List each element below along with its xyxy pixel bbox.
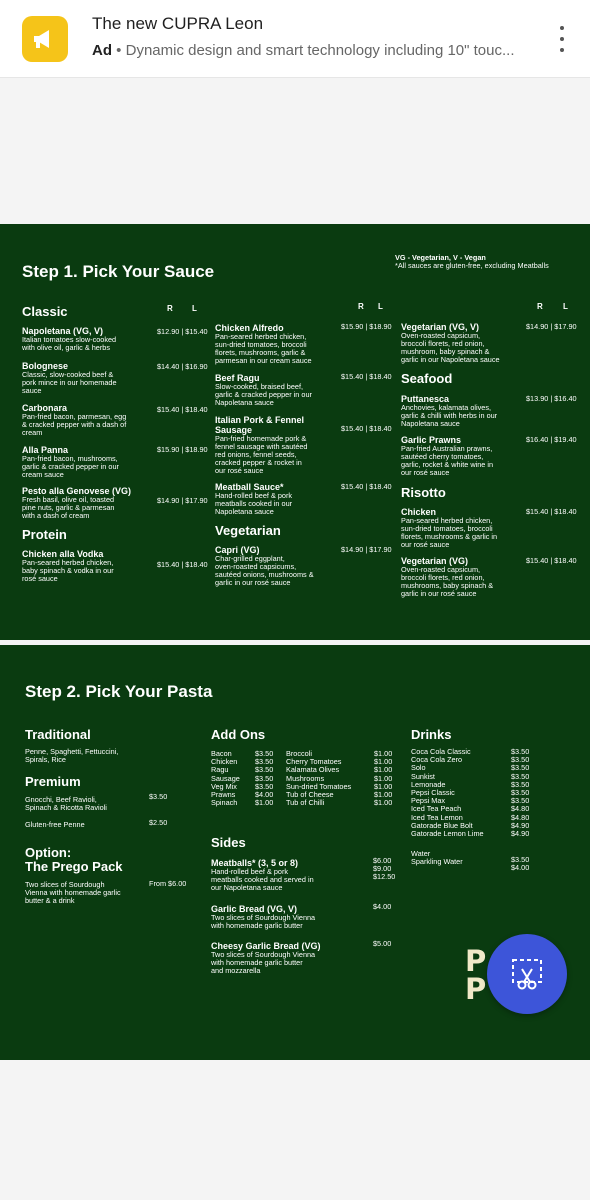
menu-price: $15.40 | $18.40 [526, 507, 577, 516]
menu-price: $16.40 | $19.40 [526, 435, 577, 444]
menu-text: Garlic Prawns [401, 435, 462, 445]
menu-text: Gatorade Blue Bolt [411, 820, 473, 830]
menu-text: garlic & cracked pepper in our [22, 462, 119, 471]
menu-text: with homemade garlic butter [211, 958, 303, 967]
traditional-line: Spirals, Rice [25, 755, 66, 764]
menu-text: Garlic Bread (VG, V) [211, 904, 298, 914]
menu-text: cream [22, 428, 43, 437]
menu-item [211, 858, 371, 892]
menu-text: Napoletana sauce [401, 419, 460, 428]
menu-text: Napoletana sauce [215, 398, 274, 407]
menu-text: Chicken alla Vodka [22, 549, 104, 559]
menu-price: $14.90 | $17.90 [157, 496, 208, 505]
menu-text: garlic, rocket & white wine in [401, 460, 494, 469]
menu-text: $9.00 [373, 864, 392, 874]
menu-text: Classic, slow-cooked beef & [22, 370, 114, 379]
section-seafood: Seafood [401, 371, 453, 386]
section-classic: Classic [22, 304, 68, 319]
menu-text: with homemade garlic butter [211, 921, 303, 930]
menu-text: Mushrooms [286, 773, 325, 783]
menu-text: Cherry Tomatoes [286, 757, 342, 767]
ad-description-line [92, 42, 532, 59]
prego-pack-title: The Prego Pack [25, 859, 123, 874]
menu-text: Veg Mix [211, 781, 237, 791]
menu-text: Broccoli [286, 749, 312, 758]
option-label: Option: [25, 845, 72, 860]
menu-text: Slow-cooked, braised beef, [215, 382, 304, 391]
menu-text: Prawns [211, 790, 236, 800]
menu-text: Coca Cola Zero [411, 755, 463, 765]
screenshot-crop-button[interactable] [487, 934, 567, 1014]
menu-text: Pan-seared herbed chicken, [22, 558, 114, 567]
section-risotto: Risotto [401, 485, 446, 500]
ad-banner[interactable] [0, 0, 590, 78]
menu-text: Carbonara [22, 403, 68, 413]
ad-description: Dynamic design and smart technology including 10" touc... [125, 42, 515, 59]
menu-text: meatballs cooked in our [215, 499, 293, 508]
menu-text: meatballs cooked and served in [211, 875, 314, 884]
list-item [411, 830, 529, 838]
menu-text: $4.90 [511, 829, 530, 839]
list-item [211, 799, 273, 807]
menu-text: $3.50 [255, 749, 274, 758]
menu-text: $1.00 [374, 773, 393, 783]
menu-text: Pepsi Max [411, 796, 446, 806]
menu-item [22, 486, 152, 520]
menu-text: Pepsi Classic [411, 788, 455, 798]
sauce-menu-image [0, 224, 590, 640]
menu-text: $1.00 [374, 781, 393, 791]
section-sides: Sides [211, 835, 246, 850]
menu-text: Pan-seared herbed chicken, [401, 516, 493, 525]
menu-text: Pan-fried homemade pork & [215, 434, 307, 443]
pack-price: From $6.00 [149, 879, 187, 888]
menu-price: $15.40 | $18.40 [341, 372, 392, 381]
menu-text: and mozzarella [211, 966, 261, 975]
menu-text: mushroom, baby spinach & [401, 347, 490, 356]
menu-item [22, 361, 152, 395]
menu-text: Bolognese [22, 361, 69, 371]
step1-title: Step 1. Pick Your Sauce [22, 262, 215, 281]
menu-price: $4.00 [373, 902, 392, 911]
menu-text: with a dash of cream [22, 511, 90, 520]
section-drinks: Drinks [411, 727, 452, 742]
menu-text: $3.50 [511, 788, 530, 798]
menu-text: Meatballs* (3, 5 or 8) [211, 858, 299, 868]
menu-text: $3.50 [511, 763, 530, 773]
menu-item [215, 323, 340, 365]
menu-text: our rosé sauce [401, 540, 450, 549]
menu-item [211, 904, 371, 930]
menu-text: sun-dried tomatoes, broccoli [401, 524, 493, 533]
menu-text: Ragu [211, 765, 229, 775]
menu-text: Meatball Sauce* [215, 482, 284, 492]
menu-item [401, 435, 526, 477]
water-price: $3.50 [511, 855, 530, 864]
traditional-line: Penne, Spaghetti, Fettuccini, [25, 747, 119, 756]
megaphone-icon [22, 16, 68, 62]
menu-text: Tub of Chilli [286, 798, 325, 808]
size-regular-label: R [167, 304, 173, 313]
pack-line: Vienna with homemade garlic [25, 888, 121, 897]
menu-text: broccoli florets, red onion, [401, 339, 485, 348]
menu-text: cracked pepper & rocket in [215, 458, 302, 467]
menu-text: Puttanesca [401, 394, 450, 404]
section-add-ons: Add Ons [211, 727, 266, 742]
drinks-list [411, 748, 529, 838]
section-traditional: Traditional [25, 727, 91, 742]
menu-item [401, 322, 526, 364]
menu-price: $15.90 | $18.90 [341, 322, 392, 331]
menu-text: broccoli florets, red onion, [401, 573, 485, 582]
menu-price: $5.00 [373, 939, 392, 948]
menu-text: Napoletana sauce [215, 507, 274, 516]
menu-price: $12.90 | $15.40 [157, 327, 208, 336]
menu-item [22, 445, 152, 479]
menu-text: Chicken Alfredo [215, 323, 284, 333]
menu-text: $4.80 [511, 804, 530, 814]
menu-text: Gatorade Lemon Lime [411, 829, 484, 839]
menu-text: Cheesy Garlic Bread (VG) [211, 941, 321, 951]
menu-text: garlic in our rosé sauce [215, 578, 291, 587]
premium-price: $3.50 [149, 792, 168, 801]
menu-text: Sun-dried Tomatoes [286, 781, 352, 791]
ad-separator: • [116, 42, 122, 59]
menu-item [22, 326, 152, 352]
menu-text: our Napoletana sauce [211, 883, 283, 892]
more-options-icon[interactable] [552, 26, 572, 52]
menu-price: $14.90 | $17.90 [341, 545, 392, 554]
menu-text: pine nuts, garlic & parmesan [22, 503, 115, 512]
menu-item [401, 556, 526, 598]
menu-text: Hand-rolled beef & pork [215, 491, 293, 500]
menu-text: $4.80 [511, 812, 530, 822]
menu-item [215, 545, 340, 587]
ad-title: The new CUPRA Leon [92, 14, 264, 33]
menu-text: Vegetarian (VG, V) [401, 322, 480, 332]
menu-price: $14.90 | $17.90 [526, 322, 577, 331]
menu-price: $15.40 | $18.40 [157, 405, 208, 414]
menu-text: garlic & chilli with herbs in our [401, 411, 498, 420]
menu-text: Italian tomatoes slow-cooked [22, 335, 117, 344]
sparkling-water-label: Sparkling Water [411, 857, 463, 866]
menu-text: Lemonade [411, 779, 446, 789]
menu-text: sun-dried tomatoes, broccoli [215, 340, 307, 349]
menu-text: with olive oil, garlic & herbs [22, 343, 111, 352]
section-vegetarian: Vegetarian [215, 523, 281, 538]
menu-text: Two slices of Sourdough Vienna [211, 913, 316, 922]
menu-price: $15.90 | $18.90 [157, 445, 208, 454]
menu-text: oven-roasted capsicums, [215, 562, 297, 571]
menu-text: Capri (VG) [215, 545, 260, 555]
menu-text: Tub of Cheese [286, 790, 334, 800]
menu-text: $3.50 [255, 757, 274, 767]
menu-text: sautéed cherry tomatoes, [401, 452, 484, 461]
menu-text: sautéed onions, mushrooms & [215, 570, 314, 579]
menu-item [401, 394, 526, 428]
menu-text: $3.50 [511, 771, 530, 781]
size-regular-label: R [537, 302, 543, 311]
menu-item [215, 482, 340, 516]
menu-text: Two slices of Sourdough Vienna [211, 950, 316, 959]
menu-text: red onions, fennel seeds, [215, 450, 297, 459]
list-item [286, 799, 392, 807]
menu-text: florets, mushrooms, garlic & [215, 348, 306, 357]
menu-text: Pan-fried bacon, parmesan, egg [22, 412, 127, 421]
menu-text: $1.00 [374, 790, 393, 800]
menu-text: $4.90 [511, 820, 530, 830]
menu-text: pork mince in our homemade [22, 378, 117, 387]
legend-gluten: *All sauces are gluten-free, excluding Meatballs [395, 261, 549, 270]
menu-text: cream sauce [22, 470, 64, 479]
menu-text: $3.50 [255, 765, 274, 775]
menu-item [22, 549, 152, 583]
menu-price: $15.40 | $18.40 [157, 560, 208, 569]
addons-right [286, 750, 392, 807]
step2-title: Step 2. Pick Your Pasta [25, 682, 213, 701]
menu-text: $3.50 [511, 755, 530, 765]
menu-text: Coca Cola Classic [411, 747, 471, 756]
menu-text: our rosé sauce [215, 466, 264, 475]
menu-text: Oven-roasted capsicum, [401, 331, 481, 340]
menu-item [401, 507, 526, 549]
premium-line: Spinach & Ricotta Ravioli [25, 803, 107, 812]
menu-price: $13.90 | $16.40 [526, 394, 577, 403]
menu-text: our rosé sauce [401, 468, 450, 477]
menu-text: Fresh basil, olive oil, toasted [22, 495, 115, 504]
section-premium: Premium [25, 774, 81, 789]
menu-text: $12.50 [373, 872, 396, 882]
menu-text: Oven-roasted capsicum, [401, 565, 481, 574]
size-large-label: L [378, 302, 383, 311]
menu-text: garlic in our rosé sauce [401, 589, 477, 598]
menu-text: $1.00 [374, 757, 393, 767]
menu-text: Pan-fried Australian prawns, [401, 444, 493, 453]
menu-text: & cracked pepper with a dash of [22, 420, 127, 429]
menu-text: Char-grilled eggplant, [215, 554, 285, 563]
menu-item [215, 373, 340, 407]
size-large-label: L [563, 302, 568, 311]
menu-text: Pesto alla Genovese (VG) [22, 486, 132, 496]
gluten-free-line: Gluten-free Penne [25, 820, 85, 829]
menu-text: $1.00 [374, 765, 393, 775]
water-label: Water [411, 849, 431, 858]
menu-text: Sausage [215, 425, 253, 435]
menu-price: $15.40 | $18.40 [526, 556, 577, 565]
menu-text: $1.00 [255, 798, 274, 808]
menu-text: sauce [22, 386, 42, 395]
menu-text: rosé sauce [22, 574, 58, 583]
menu-text: Italian Pork & Fennel [215, 415, 305, 425]
menu-text: fennel sausage with sautéed [215, 442, 308, 451]
menu-text: Anchovies, kalamata olives, [401, 403, 492, 412]
menu-text: Sunkist [411, 771, 435, 781]
menu-text: Vegetarian (VG) [401, 556, 469, 566]
section-protein: Protein [22, 527, 67, 542]
menu-text: $3.50 [511, 779, 530, 789]
menu-text: garlic & cracked pepper in our [215, 390, 312, 399]
size-large-label: L [192, 304, 197, 313]
menu-text: Pan-seared herbed chicken, [215, 332, 307, 341]
menu-text: $6.00 [373, 856, 392, 865]
pack-line: butter & a drink [25, 896, 75, 905]
menu-text: $4.00 [255, 790, 274, 800]
pack-line: Two slices of Sourdough [25, 880, 105, 889]
menu-text: $1.00 [374, 798, 393, 808]
menu-item [215, 415, 340, 475]
menu-text: florets, mushrooms & garlic in [401, 532, 498, 541]
gluten-free-price: $2.50 [149, 818, 168, 827]
menu-price: $15.40 | $18.40 [341, 424, 392, 433]
menu-text: Bacon [211, 749, 232, 758]
menu-text: $3.50 [511, 747, 530, 756]
menu-item [22, 403, 152, 437]
addons-left [211, 750, 273, 807]
menu-text: $3.50 [255, 781, 274, 791]
menu-text: $3.50 [511, 796, 530, 806]
size-regular-label: R [358, 302, 364, 311]
menu-text: baby spinach & vodka in our [22, 566, 114, 575]
sparkling-water-price: $4.00 [511, 863, 530, 872]
menu-text: Sausage [211, 773, 240, 783]
menu-text: Chicken [211, 757, 238, 767]
crop-scissors-icon [508, 955, 546, 993]
legend-diet: VG - Vegetarian, V - Vegan [395, 253, 486, 262]
menu-text: $1.00 [374, 749, 393, 758]
menu-text: Pan-fried bacon, mushrooms, [22, 454, 118, 463]
menu-text: garlic in our Napoletana sauce [401, 355, 500, 364]
ad-badge: Ad [92, 42, 112, 59]
menu-text: Kalamata Olives [286, 765, 340, 775]
menu-text: Hand-rolled beef & pork [211, 867, 289, 876]
menu-text: mushrooms, baby spinach & [401, 581, 494, 590]
menu-text: $3.50 [255, 773, 274, 783]
menu-text: Spinach [211, 798, 238, 808]
menu-text: Napoletana (VG, V) [22, 326, 104, 336]
menu-price: $14.40 | $16.90 [157, 362, 208, 371]
premium-line: Gnocchi, Beef Ravioli, [25, 795, 97, 804]
menu-text: P P [465, 944, 487, 1006]
menu-price [373, 857, 395, 882]
menu-text: Iced Tea Lemon [411, 812, 463, 822]
menu-text: parmesan in our cream sauce [215, 356, 312, 365]
menu-text: Solo [411, 763, 426, 773]
menu-item [211, 941, 371, 975]
menu-text: Alla Panna [22, 445, 69, 455]
menu-text: Iced Tea Peach [411, 804, 462, 814]
menu-text: Chicken [401, 507, 437, 517]
menu-price: $15.40 | $18.40 [341, 482, 392, 491]
menu-text: Beef Ragu [215, 373, 260, 383]
